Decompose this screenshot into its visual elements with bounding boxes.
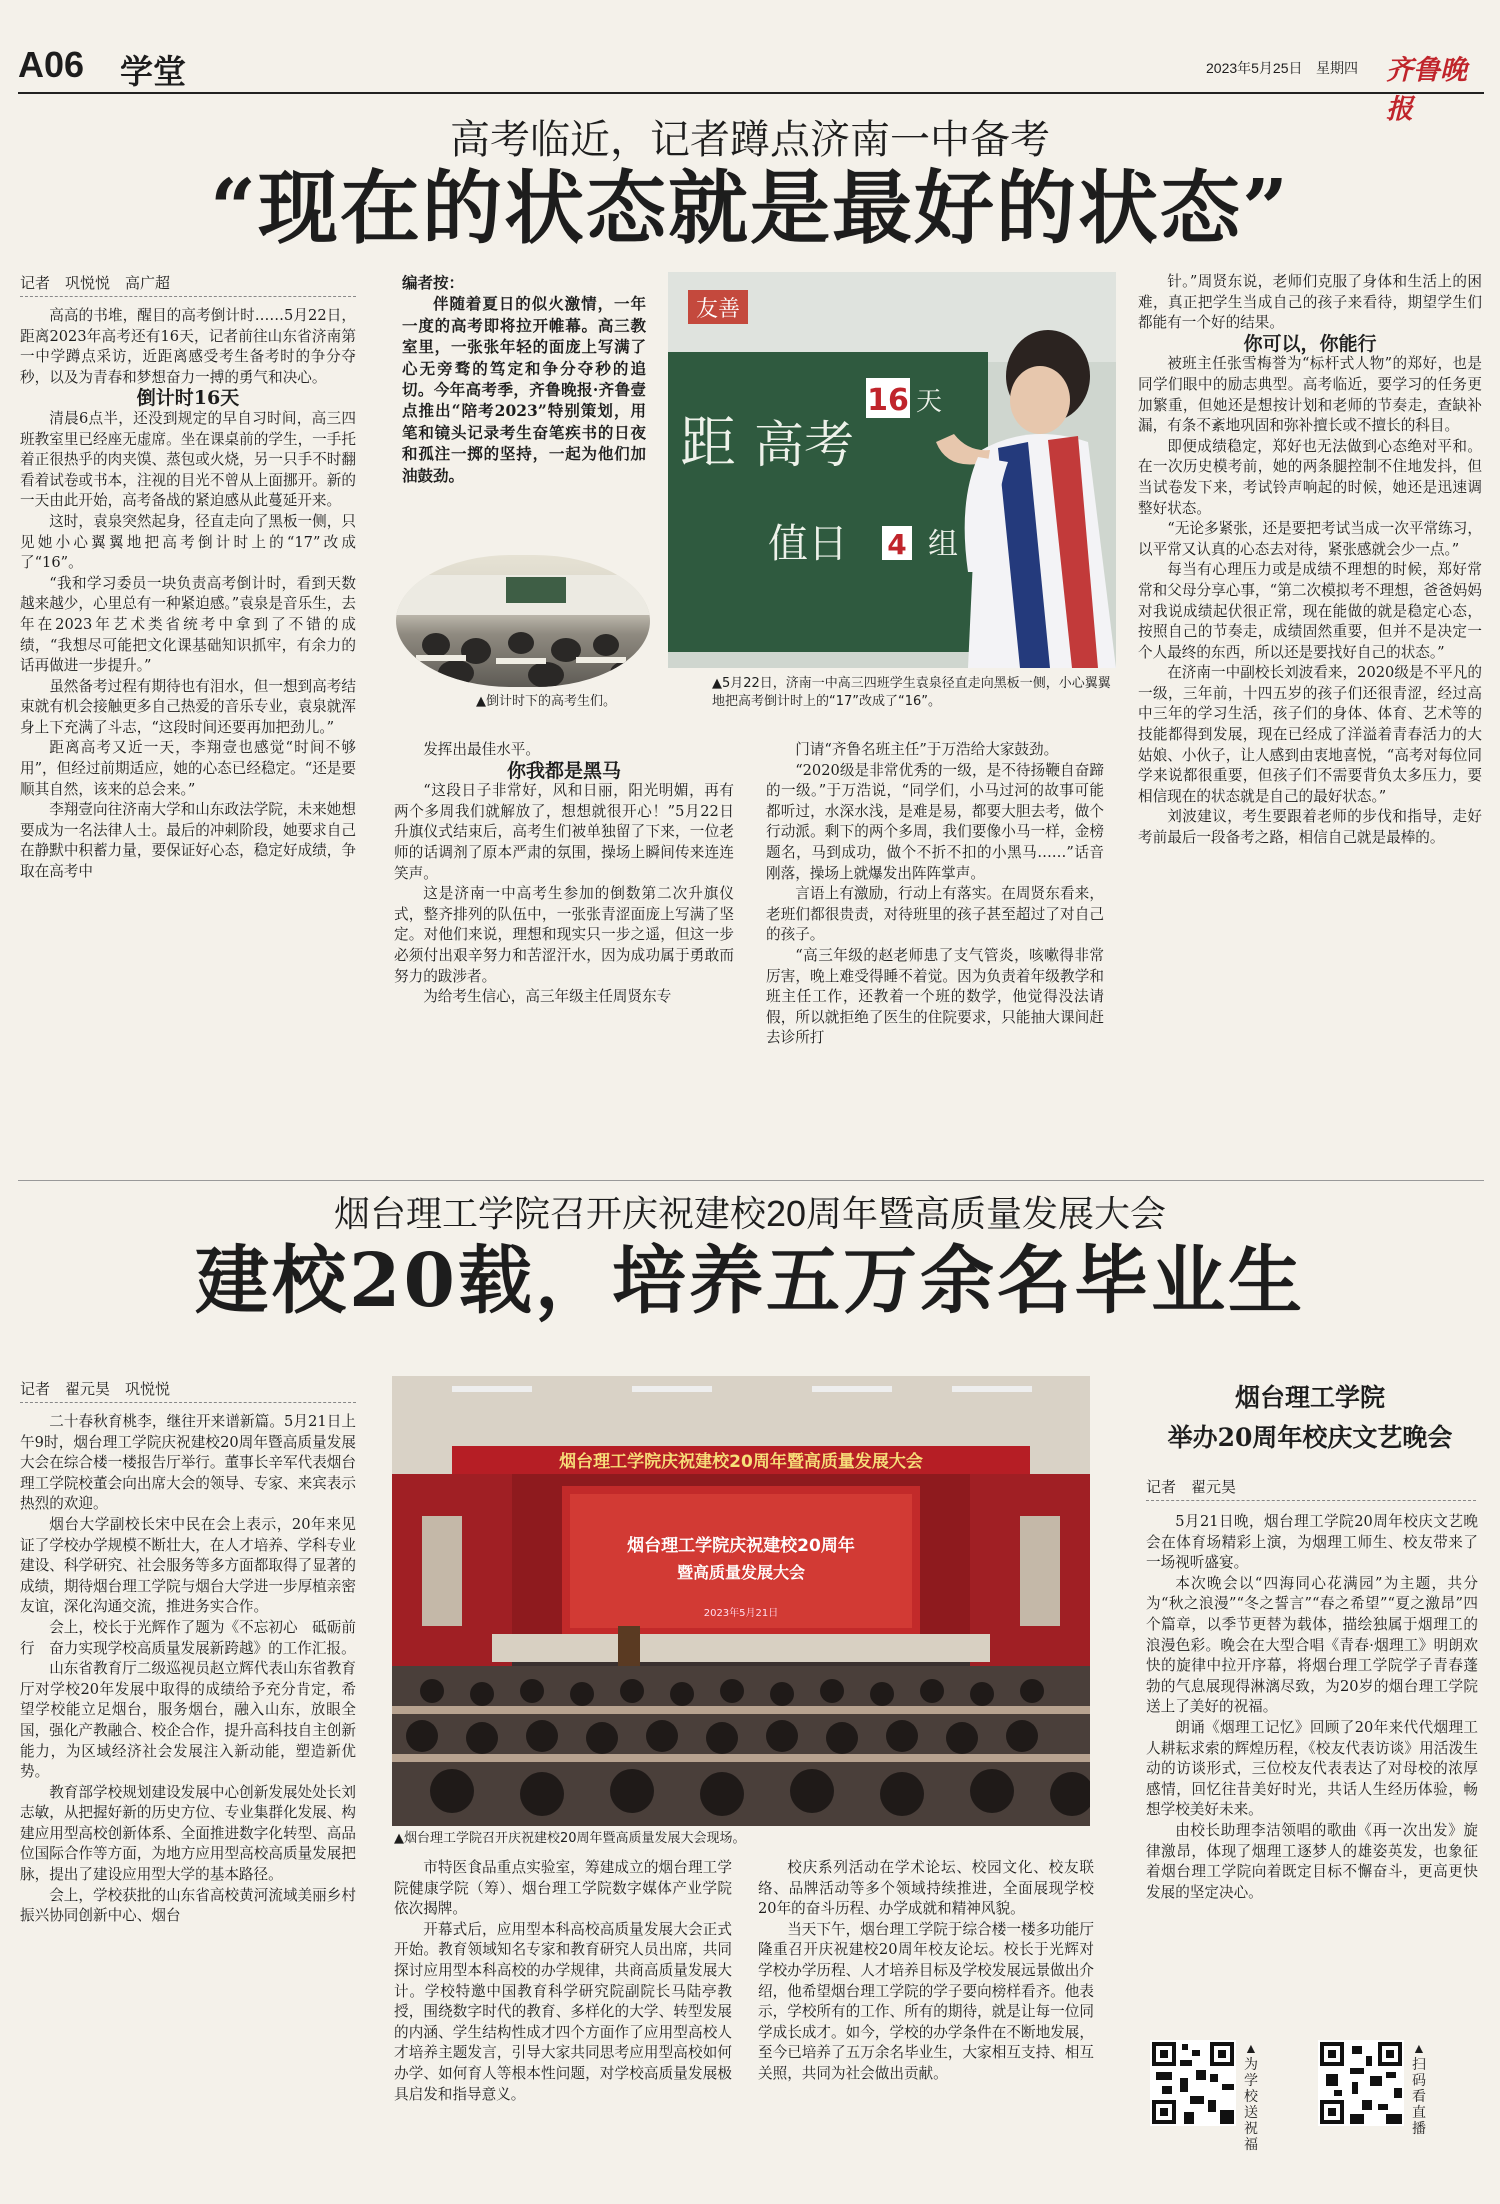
article1-col1	[20, 306, 356, 1186]
article1-paragraph: 针。”周贤东说，老师们克服了身体和生活上的困难，真正把学生当成自己的孩子来看待，期望学生们都能有一个好的结果。	[1138, 273, 1482, 332]
article1-col2	[394, 740, 734, 1180]
article2-headline: 建校20载，培养五万余名毕业生	[195, 1238, 1305, 1324]
article1-paragraph: 李翔壹向往济南大学和山东政法学院，未来她想要成为一名法律人士。最后的冲刺阶段，她要求自己在静默中积蓄力量，要保证好心态，稳定好成绩，争取在高考中	[20, 801, 356, 881]
article1-col4	[1138, 272, 1482, 1182]
article2-kicker: 烟台理工学院召开庆祝建校20周年暨高质量发展大会	[333, 1193, 1167, 1234]
article1-paragraph: 发挥出最佳水平。	[423, 741, 540, 758]
paper-logo: 齐鲁晚报	[1386, 55, 1467, 125]
article2-paragraph: 当天下午，烟台理工学院于综合楼一楼多功能厅隆重召开庆祝建校20周年校友论坛。校长于光辉对学校办学历程、人才培养目标及学校发展远景做出介绍，他希望烟台理工学院的学子要向榜样看齐。他表示，学校所有的工作、所有的期待，就是让每一位同学成长成才。如今，学校的办学条件在不断地发展，至今已培养了五万余名毕业生，大家相互支持、相互关照，共同为社会做出贡献。	[758, 1920, 1094, 2082]
article1-paragraph: “高三年级的赵老师患了支气管炎，咳嗽得非常厉害，晚上难受得睡不着觉。因为负责着年级教学和班主任工作，还教着一个班的数学，他觉得没法请假，所以就拒绝了医生的住院要求，只能抽大课间赶去诊所打	[766, 946, 1104, 1047]
sidebar-body	[1146, 1512, 1478, 2022]
sidebar-paragraph: 5月21日晚，烟台理工学院20周年校庆文艺晚会在体育场精彩上演，为烟理工师生、校友带来了一场视听盛宴。	[1146, 1513, 1478, 1572]
qr-code-live[interactable]	[1318, 2040, 1404, 2126]
article1-paragraph: “无论多紧张，还是要把考试当成一次平常练习，以平常又认真的心态去对待，紧张感就会少一点。”	[1138, 520, 1482, 558]
issue-date: 2023年5月25日	[1206, 60, 1303, 76]
page-header	[18, 40, 1484, 125]
issue-weekday: 星期四	[1316, 60, 1358, 76]
article2-paragraph: 教育部学校规划建设发展中心创新发展处处长刘志敏，从把握好新的历史方位、专业集群化发展、构建应用型高校创新体系、全面推进数字化转型、高品位国际合作等方面，为地方应用型高校高质量发展把脉，提出了建设应用型大学的基本路径。	[20, 1783, 356, 1884]
classroom-photo	[396, 555, 650, 687]
screen-title-2: 暨高质量发展大会	[676, 1563, 806, 1582]
stage-banner: 烟台理工学院庆祝建校20周年暨高质量发展大会	[559, 1452, 923, 1472]
blackboard-photo-caption: ▲5月22日，济南一中高三四班学生袁泉径直走向黑板一侧，小心翼翼地把高考倒计时上的“17”改成了“16”。	[712, 676, 1111, 709]
svg-text:距: 距	[680, 411, 736, 476]
article1-subhead: 你我都是黑马	[506, 759, 621, 782]
sidebar-paragraph: 由校长助理李洁领唱的歌曲《再一次出发》旋律激昂，体现了烟理工逐梦人的雄姿英发，也象征着烟台理工学院向着既定目标不懈奋斗，更高更快发展的坚定决心。	[1146, 1821, 1478, 1901]
article2-paragraph: 烟台大学副校长宋中民在会上表示，20年来见证了学校办学规模不断壮大，在人才培养、学科专业建设、科学研究、社会服务等多方面都取得了显著的成绩，期待烟台理工学院与烟台大学进一步厚植亲密友谊，深化沟通交流，推进务实合作。	[20, 1515, 356, 1616]
article1-paragraph: 言语上有激励，行动上有落实。在周贤东看来，老班们都很贵责，对待班里的孩子甚至超过了对自己的孩子。	[766, 885, 1104, 944]
article1-kicker: 高考临近，记者蹲点济南一中备考	[450, 118, 1050, 162]
conference-photo	[392, 1376, 1090, 1826]
article1-subhead: 倒计时16天	[136, 387, 240, 410]
article2-paragraph: 会上，学校获批的山东省高校黄河流域美丽乡村振兴协同创新中心、烟台	[20, 1886, 356, 1925]
editor-note-label: 编者按：	[402, 273, 465, 292]
classroom-photo-caption: ▲倒计时下的高考生们。	[476, 694, 616, 709]
article2-paragraph: 校庆系列活动在学术论坛、校园文化、校友联络、品牌活动等多个领域持续推进，全面展现学校20年的奋斗历程、办学成就和精神风貌。	[758, 1859, 1094, 1918]
qr-label-wishes: ▲为学校送祝福	[1244, 2040, 1258, 2152]
screen-date: 2023年5月21日	[703, 1608, 779, 1619]
svg-text:值日: 值日	[768, 521, 848, 567]
qr-code-wishes[interactable]	[1150, 2040, 1236, 2126]
banner-text: 友善	[695, 297, 741, 322]
article1-paragraph: 这是济南一中高考生参加的倒数第二次升旗仪式，整齐排列的队伍中，一张张青涩面庞上写满了坚定。对他们来说，理想和现实只一步之遥，但这一步必须付出艰辛努力和苦涩汗水，因为成功属于勇敢而努力的跋涉者。	[394, 885, 734, 985]
article1-paragraph: 被班主任张雪梅誉为“标杆式人物”的郑好，也是同学们眼中的励志典型。高考临近，要学习的任务更加繁重，但她还是想按计划和老师的节奏走，查缺补漏，有条不紊地巩固和弥补擅长或不擅长的科目。	[1138, 355, 1482, 435]
page-number: A06	[18, 44, 85, 85]
article1-paragraph: 距离高考又近一天，李翔壹也感觉“时间不够用”，但经过前期适应，她的心态已经稳定。“还是要顺其自然，该来的总会来。”	[20, 739, 356, 798]
section-divider	[18, 1180, 1484, 1181]
sidebar-byline: 记者 翟元昊	[1146, 1476, 1476, 1501]
sidebar-headline-line1: 烟台理工学院	[1234, 1383, 1385, 1412]
article2-col2	[394, 1858, 732, 2194]
editor-note	[402, 272, 646, 486]
article1-paragraph: 虽然备考过程有期待也有泪水，但一想到高考结束就有机会接触更多自己热爱的音乐专业，袁泉就浑身上下充满了斗志，“这段时间还要再加把劲儿。”	[20, 677, 356, 736]
article2-paragraph: 山东省教育厅二级巡视员赵立辉代表山东省教育厅对学校20年发展中取得的成绩给予充分肯定，希望学校能立足烟台，服务烟台，融入山东，放眼全国，强化产教融合、校企合作，提升高科技自主创新能力，为区域经济社会发展注入新动能，塑造新优势。	[20, 1660, 356, 1781]
countdown-number: 16	[867, 383, 909, 418]
svg-text:天: 天	[916, 387, 943, 417]
article1-paragraph: 高高的书堆，醒目的高考倒计时……5月22日，距离2023年高考还有16天，记者前往山东省济南第一中学蹲点采访，近距离感受考生备考时的争分夺秒，以及为青春和梦想奋力一搏的勇气和决心。	[20, 307, 356, 386]
article1-paragraph: 这时，袁泉突然起身，径直走向了黑板一侧，只见她小心翼翼地把高考倒计时上的“17”改成了“16”。	[20, 512, 356, 572]
group-number: 4	[887, 528, 907, 561]
article2-col3	[758, 1858, 1094, 2194]
article2-byline: 记者 翟元昊 巩悦悦	[20, 1378, 356, 1403]
article1-paragraph: “我和学习委员一块负责高考倒计时，看到天数越来越少，心里总有一种紧迫感。”袁泉是音乐生，去年在2023年艺术类省统考中拿到了不错的成绩，“我想尽可能把文化课基础知识抓牢，有余力的话再做进一步提升。”	[20, 574, 356, 675]
article1-paragraph: 刘波建议，考生要跟着老师的步伐和指导，走好考前最后一段备考之路，相信自己就是最棒的。	[1138, 808, 1482, 847]
svg-text:高考: 高考	[754, 416, 854, 474]
article2-col1	[20, 1412, 356, 2192]
article2-paragraph: 二十春秋育桃李，继往开来谱新篇。5月21日上午9时，烟台理工学院庆祝建校20周年暨高质量发展大会在综合楼一楼报告厅举行。董事长辛军代表烟台理工学院校董会向出席大会的领导、专家、来宾表示热烈的欢迎。	[20, 1413, 356, 1513]
article1-paragraph: 门请“齐鲁名班主任”于万浩给大家鼓劲。	[795, 741, 1059, 758]
article1-paragraph: 每当有心理压力或是成绩不理想的时候，郑好常常和父母分享心事，“第二次模拟考不理想，爸爸妈妈对我说成绩起伏很正常，现在能做的就是稳定心态，按照自己的节奏走，成绩固然重要，但并不是决定一个人最终的东西，所以还是要找好自己的状态。”	[1138, 561, 1482, 661]
article1-paragraph: “2020级是非常优秀的一级，是不待扬鞭自奋蹄的一级。”于万浩说，“同学们，小马过河的故事可能都听过，水深水浅，是难是易，都要大胆去考，做个行动派。剩下的两个多周，我们要像小马一样，金榜题名，马到成功，做个不折不扣的小黑马……”话音刚落，操场上就爆发出阵阵掌声。	[766, 761, 1104, 882]
article1-subhead: 你可以，你能行	[1243, 332, 1377, 355]
article2-paragraph: 开幕式后，应用型本科高校高质量发展大会正式开始。教育领域知名专家和教育研究人员出席，共同探讨应用型本科高校的办学规律，共商高质量发展大计。学校特邀中国教育科学研究院副院长马陆亭教授，围绕数字时代的教育、多样化的大学、转型发展的内涵、学生结构性成才四个方面作了应用型高校人才培养主题发言，引导大家共同思考应用型高校如何办学、如何育人等根本性问题，对学校高质量发展极具启发和指导意义。	[394, 1920, 732, 2103]
sidebar-paragraph: 朗诵《烟理工记忆》回顾了20年来代代烟理工人耕耘求索的辉煌历程，《校友代表访谈》用活泼生动的访谈形式，三位校友代表表达了对母校的浓厚感情，回忆往昔美好时光，共话人生经历体验，畅想学校美好未来。	[1146, 1718, 1478, 1819]
blackboard-photo	[668, 272, 1116, 668]
article1-col3	[766, 740, 1104, 1180]
sidebar-headline-line2: 举办20周年校庆文艺晚会	[1167, 1423, 1453, 1452]
article1-paragraph: 在济南一中副校长刘波看来，2020级是不平凡的一级，三年前，十四五岁的孩子们还很青涩，经过高中三年的学习生活，孩子们的身体、体育、艺术等的技能都得到发展，现在已经成了洋溢着青春活力的大姑娘、小伙子，让人感到由衷地喜悦，“高考对每位同学来说都很重要，但孩子们不需要背负太多压力，要相信现在的状态就是自己的最好状态。”	[1138, 664, 1482, 805]
screen-title-1: 烟台理工学院庆祝建校20周年	[627, 1536, 855, 1556]
sidebar-headline	[1130, 1378, 1490, 1458]
editor-note-text: 伴随着夏日的似火激情，一年一度的高考即将拉开帷幕。高三教室里，一张张年轻的面庞上写满了心无旁骛的笃定和争分夺秒的追切。今年高考季，齐鲁晚报·齐鲁壹点推出“陪考2023”特别策划，用笔和镜头记录考生奋笔疾书的日夜和孤注一掷的坚持，一起为他们加油鼓劲。	[402, 294, 646, 485]
article1-headline: “现在的状态就是最好的状态”	[209, 161, 1291, 255]
conference-photo-caption: ▲烟台理工学院召开庆祝建校20周年暨高质量发展大会现场。	[394, 1831, 746, 1846]
sidebar-paragraph: 本次晚会以“四海同心花满园”为主题，共分为“秋之浪漫”“冬之誓言”“春之希望”“夏之激昂”四个篇章，以季节更替为载体，描绘独属于烟理工的浪漫色彩。晚会在大型合唱《青春·烟理工》明朗欢快的旋律中拉开序幕，将烟台理工学院学子青春蓬勃的气息展现得淋漓尽致，为20岁的烟台理工学院送上了美好的祝福。	[1146, 1574, 1478, 1716]
article1-paragraph: 为给考生信心，高三年级主任周贤东专	[423, 988, 672, 1006]
article2-paragraph: 市特医食品重点实验室，筹建成立的烟台理工学院健康学院（筹）、烟台理工学院数字媒体产业学院依次揭牌。	[394, 1859, 732, 1918]
section-name: 学堂	[120, 52, 186, 91]
article1-paragraph: 即便成绩稳定，郑好也无法做到心态绝对平和。在一次历史模考前，她的两条腿控制不住地发抖，但当试卷发下来，考试铃声响起的时候，她还是迅速调整好状态。	[1138, 437, 1482, 517]
article2-paragraph: 会上，校长于光辉作了题为《不忘初心 砥砺前行 奋力实现学校高质量发展新跨越》的工作汇报。	[20, 1618, 356, 1657]
svg-text:组: 组	[928, 527, 958, 562]
article1-byline: 记者 巩悦悦 高广超	[20, 272, 356, 297]
qr-label-live: ▲扫码看直播	[1412, 2040, 1426, 2136]
article1-paragraph: “这段日子非常好，风和日丽，阳光明媚，再有两个多周我们就解放了，想想就很开心！”5月22日升旗仪式结束后，高考生们被单独留了下来，一位老师的话调剂了原本严肃的氛围，操场上瞬间传来连连笑声。	[394, 782, 734, 882]
article1-paragraph: 清晨6点半，还没到规定的早自习时间，高三四班教室里已经座无虚席。坐在课桌前的学生，一手托着正很热乎的肉夹馍、蒸包或火烧，另一只手不时翻看着试卷或书本，注视的目光不曾从上面挪开。新的一天由此开始，高考备战的紧迫感从此蔓延开来。	[20, 409, 356, 510]
